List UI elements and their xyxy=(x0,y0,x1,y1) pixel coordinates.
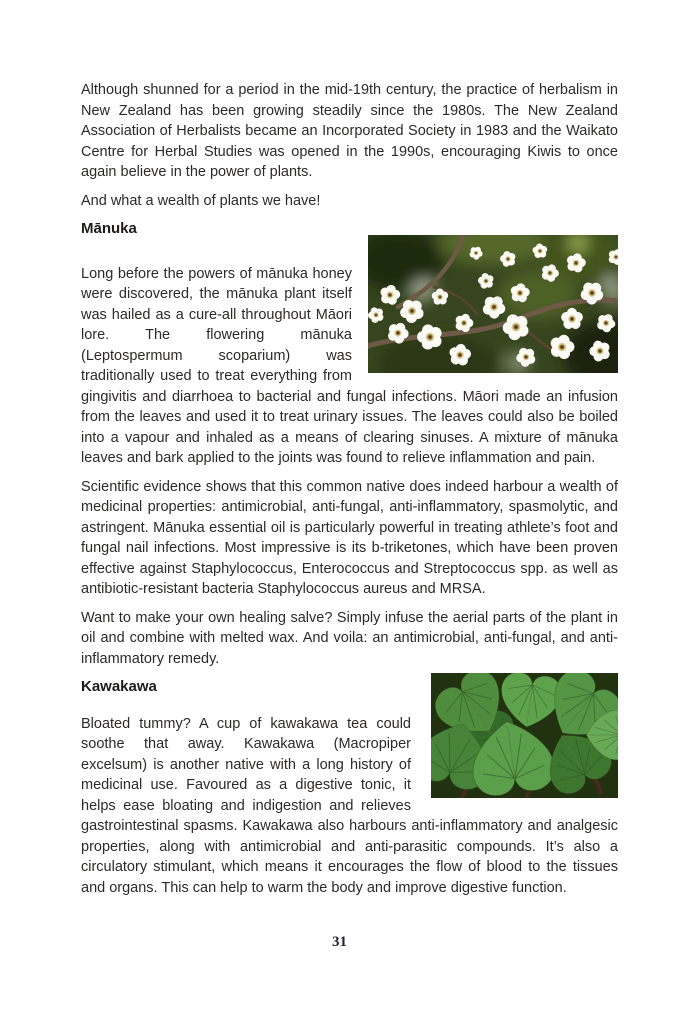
kawakawa-heading: Kawakawa xyxy=(81,678,157,695)
manuka-paragraph-2: Scientific evidence shows that this common native does indeed harbour a wealth of medicinal properties: antimicrobial, anti-fungal, anti-inflammatory, spasmolytic, and astringent. Mānuka essential oil is particularly powerful in treating athlete’s foot and fungal nail infections. Most impressive is its b-triketones, which have been proven effective against Staphylococcus, Enterococcus and Streptococcus spp. as well as antibiotic-resistant bacteria Staphylococcus aureus and MRSA. xyxy=(81,478,618,597)
manuka-paragraph-3: Want to make your own healing salve? Simply infuse the aerial parts of the plant in oil and combine with melted wax. And voila: an antimicrobial, anti-fungal, and anti-inflammatory remedy. xyxy=(81,609,618,667)
manuka-paragraph-1: Long before the powers of mānuka honey were discovered, the mānuka plant itself was hailed as a cure-all throughout Māori lore. The flowering mānuka (Leptospermum scoparium) was traditionally used to treat everything from gingivitis and diarrhoea to bacterial and fungal infections. Māori made an infusion from the leaves and used it to treat urinary issues. The leaves could also be boiled into a vapour and inhaled as a means of clearing sinuses. A mixture of mānuka leaves and bark applied to the joints was found to relieve inflammation and pain. xyxy=(81,265,618,466)
manuka-section xyxy=(81,219,618,477)
kawakawa-photo xyxy=(431,673,618,798)
manuka-photo xyxy=(368,235,618,373)
manuka-heading: Mānuka xyxy=(81,220,137,237)
kawakawa-paragraph-1: Bloated tummy? A cup of kawakawa tea could soothe that away. Kawakawa (Macropiper excelsum) is another native with a long history of medicinal use. Favoured as a digestive tonic, it helps ease bloating and indigestion and relieves gastrointestinal spasms. Kawakawa also harbours anti-inflammatory and analgesic properties, along with antimicrobial and anti-parasitic compounds. It’s also a circulatory stimulant, which means it encourages the flow of blood to the tissues and organs. This can help to warm the body and improve digestive function. xyxy=(81,715,618,896)
intro-paragraph: Although shunned for a period in the mid-19th century, the practice of herbalism in New Zealand has been growing steadily since the 1980s. The New Zealand Association of Herbalists became an Incorporated Society in 1983 and the Waikato Centre for Herbal Studies was opened in the 1990s, encouraging Kiwis to once again believe in the power of plants. xyxy=(81,82,618,180)
wealth-of-plants-line: And what a wealth of plants we have! xyxy=(81,192,321,209)
page-number: 31 xyxy=(332,934,347,950)
kawakawa-leaves-image xyxy=(431,673,618,798)
manuka-flowers-image xyxy=(368,235,618,373)
kawakawa-section xyxy=(81,677,618,906)
